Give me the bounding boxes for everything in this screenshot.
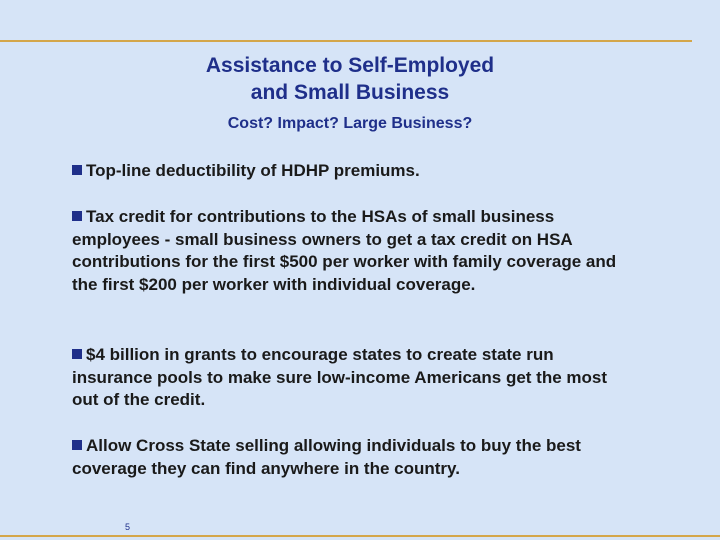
bullet-text: $4 billion in grants to encourage states to create state run insurance pools to make sure low-income Americans get the most out of the credit.: [72, 345, 608, 409]
slide-subtitle: Cost? Impact? Large Business?: [227, 115, 473, 132]
bullet-text: Top-line deductibility of HDHP premiums.: [86, 161, 420, 180]
top-divider: [0, 40, 692, 42]
bullet-text: Tax credit for contributions to the HSAs of small business employees - small business owners to get a tax credit on HSA contributions for the first $500 per worker with family coverage and the first $200 per worker with individual coverage.: [72, 207, 617, 294]
square-bullet-icon: [72, 165, 82, 175]
bullet-text: Allow Cross State selling allowing individuals to buy the best coverage they can find anywhere in the country.: [72, 436, 581, 478]
square-bullet-icon: [72, 349, 82, 359]
bullet-item: [72, 435, 632, 480]
bullet-item: [72, 160, 420, 183]
title-line-1: Assistance to Self-Employed: [205, 54, 495, 77]
bullet-item: [72, 206, 632, 296]
bottom-divider: [0, 535, 720, 537]
title-block: [150, 52, 550, 134]
square-bullet-icon: [72, 211, 82, 221]
square-bullet-icon: [72, 440, 82, 450]
page-number: 5: [125, 522, 131, 532]
bullet-item: [72, 344, 632, 412]
slide-title: [150, 52, 550, 106]
title-line-2: and Small Business: [250, 81, 450, 104]
